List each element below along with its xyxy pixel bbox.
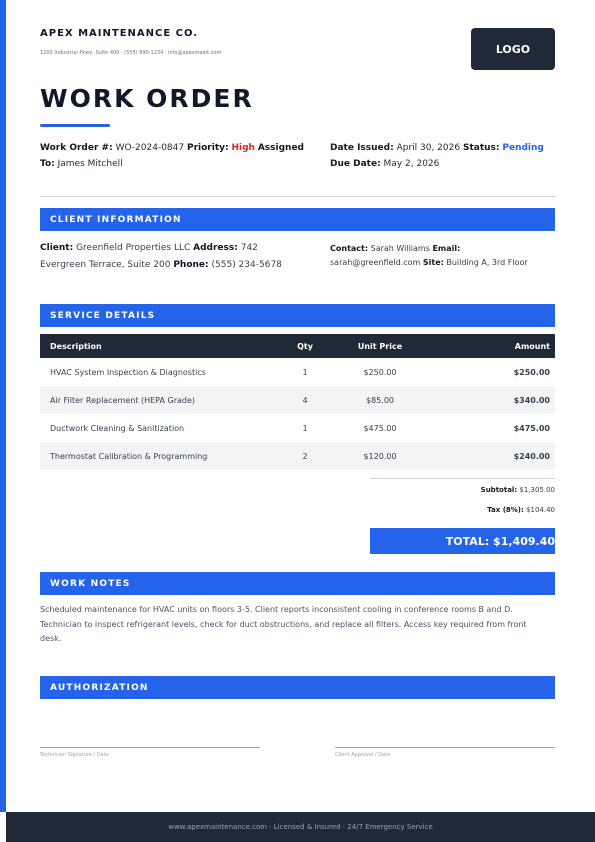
work-order-number: WO-2024-0847 [115,143,185,153]
priority-label: Priority: [187,143,229,153]
accent-side-bar [0,0,6,812]
table-row [40,358,555,386]
client-approval-line[interactable] [335,747,555,748]
subtotal-label: Subtotal: [480,486,518,494]
row-amount: $250.00 [513,367,550,377]
header-divider [40,196,555,197]
row-description: Ductwork Cleaning & Sanitization [50,423,185,433]
status-badge: Pending [502,143,544,153]
row-unit-price: $475.00 [363,423,397,433]
document-title: WORK ORDER [40,84,254,113]
service-table [40,334,555,470]
client-site: Building A, 3rd Floor [446,258,528,267]
due-date-label: Due Date: [330,159,381,169]
title-underline [40,124,110,127]
column-header-qty: Qty [297,341,313,351]
subtotal-value: $1,305.00 [519,486,555,494]
row-unit-price: $85.00 [366,395,394,405]
tax-value: $104.40 [526,506,555,514]
client-email: sarah@greenfield.com [330,258,421,267]
row-description: HVAC System Inspection & Diagnostics [50,367,206,377]
column-header-description: Description [50,341,102,351]
priority-value: High [231,143,255,153]
table-row [40,442,555,470]
due-date-value: May 2, 2026 [383,159,440,169]
client-address: 742 Evergreen Terrace, Suite 200 [40,243,258,270]
contact-label: Contact: [330,244,369,253]
address-label: Address: [193,243,238,253]
notes-section-header: WORK NOTES [40,572,555,595]
row-amount: $475.00 [513,423,550,433]
authorization-section-header: AUTHORIZATION [40,676,555,699]
client-contact: Sarah Williams [370,244,430,253]
client-section-header: CLIENT INFORMATION [40,208,555,231]
row-qty: 1 [302,423,308,433]
table-header-row [40,334,555,358]
company-logo: LOGO [471,28,555,70]
service-section-header: SERVICE DETAILS [40,304,555,327]
subtotal-row [370,486,555,494]
row-unit-price: $120.00 [363,451,397,461]
assigned-label: Assigned To: [40,143,304,169]
order-meta-right [330,140,555,172]
row-qty: 1 [302,367,308,377]
date-issued-value: April 30, 2026 [396,143,461,153]
row-qty: 4 [302,395,308,405]
column-header-unit-price: Unit Price [357,341,403,351]
company-name: APEX MAINTENANCE CO. [40,28,199,39]
tax-label: Tax (8%): [487,506,524,514]
client-label: Client: [40,243,74,253]
client-approval-label: Client Approval / Date [335,752,391,758]
status-label: Status: [462,143,500,153]
client-info-left [40,240,300,274]
company-address: 1200 Industrial Pkwy, Suite 400 · (555) 890-1234 · info@apexmaint.com [40,50,222,56]
client-info-right [330,242,555,270]
totals-divider [370,478,555,479]
technician-signature-label: Technician Signature / Date [40,752,109,758]
assigned-value: James Mitchell [57,159,123,169]
tax-row [370,506,555,514]
date-issued-label: Date Issued: [330,143,394,153]
row-qty: 2 [302,451,308,461]
row-amount: $340.00 [513,395,550,405]
column-header-amount: Amount [514,341,550,351]
client-name: Greenfield Properties LLC [76,243,191,253]
client-phone: (555) 234-5678 [211,260,282,270]
technician-signature-line[interactable] [40,747,260,748]
row-description: Thermostat Calibration & Programming [50,451,208,461]
work-notes-text: Scheduled maintenance for HVAC units on floors 3-5. Client reports inconsistent cooling in conference rooms B and D. Technician to inspect refrigerant levels, check for duct obstructions, and replace all filters. Access key required from front desk. [40,605,527,643]
table-row [40,414,555,442]
grand-total: TOTAL: $1,409.40 [370,528,555,554]
page-footer: www.apexmaintenance.com · Licensed & Insured · 24/7 Emergency Service [6,812,595,842]
site-label: Site: [422,258,444,267]
phone-label: Phone: [173,260,209,270]
order-meta-left [40,140,305,172]
table-row [40,386,555,414]
row-description: Air Filter Replacement (HEPA Grade) [50,395,196,405]
row-unit-price: $250.00 [363,367,397,377]
row-amount: $240.00 [513,451,550,461]
email-label: Email: [432,244,461,253]
work-order-label: Work Order #: [40,143,113,153]
